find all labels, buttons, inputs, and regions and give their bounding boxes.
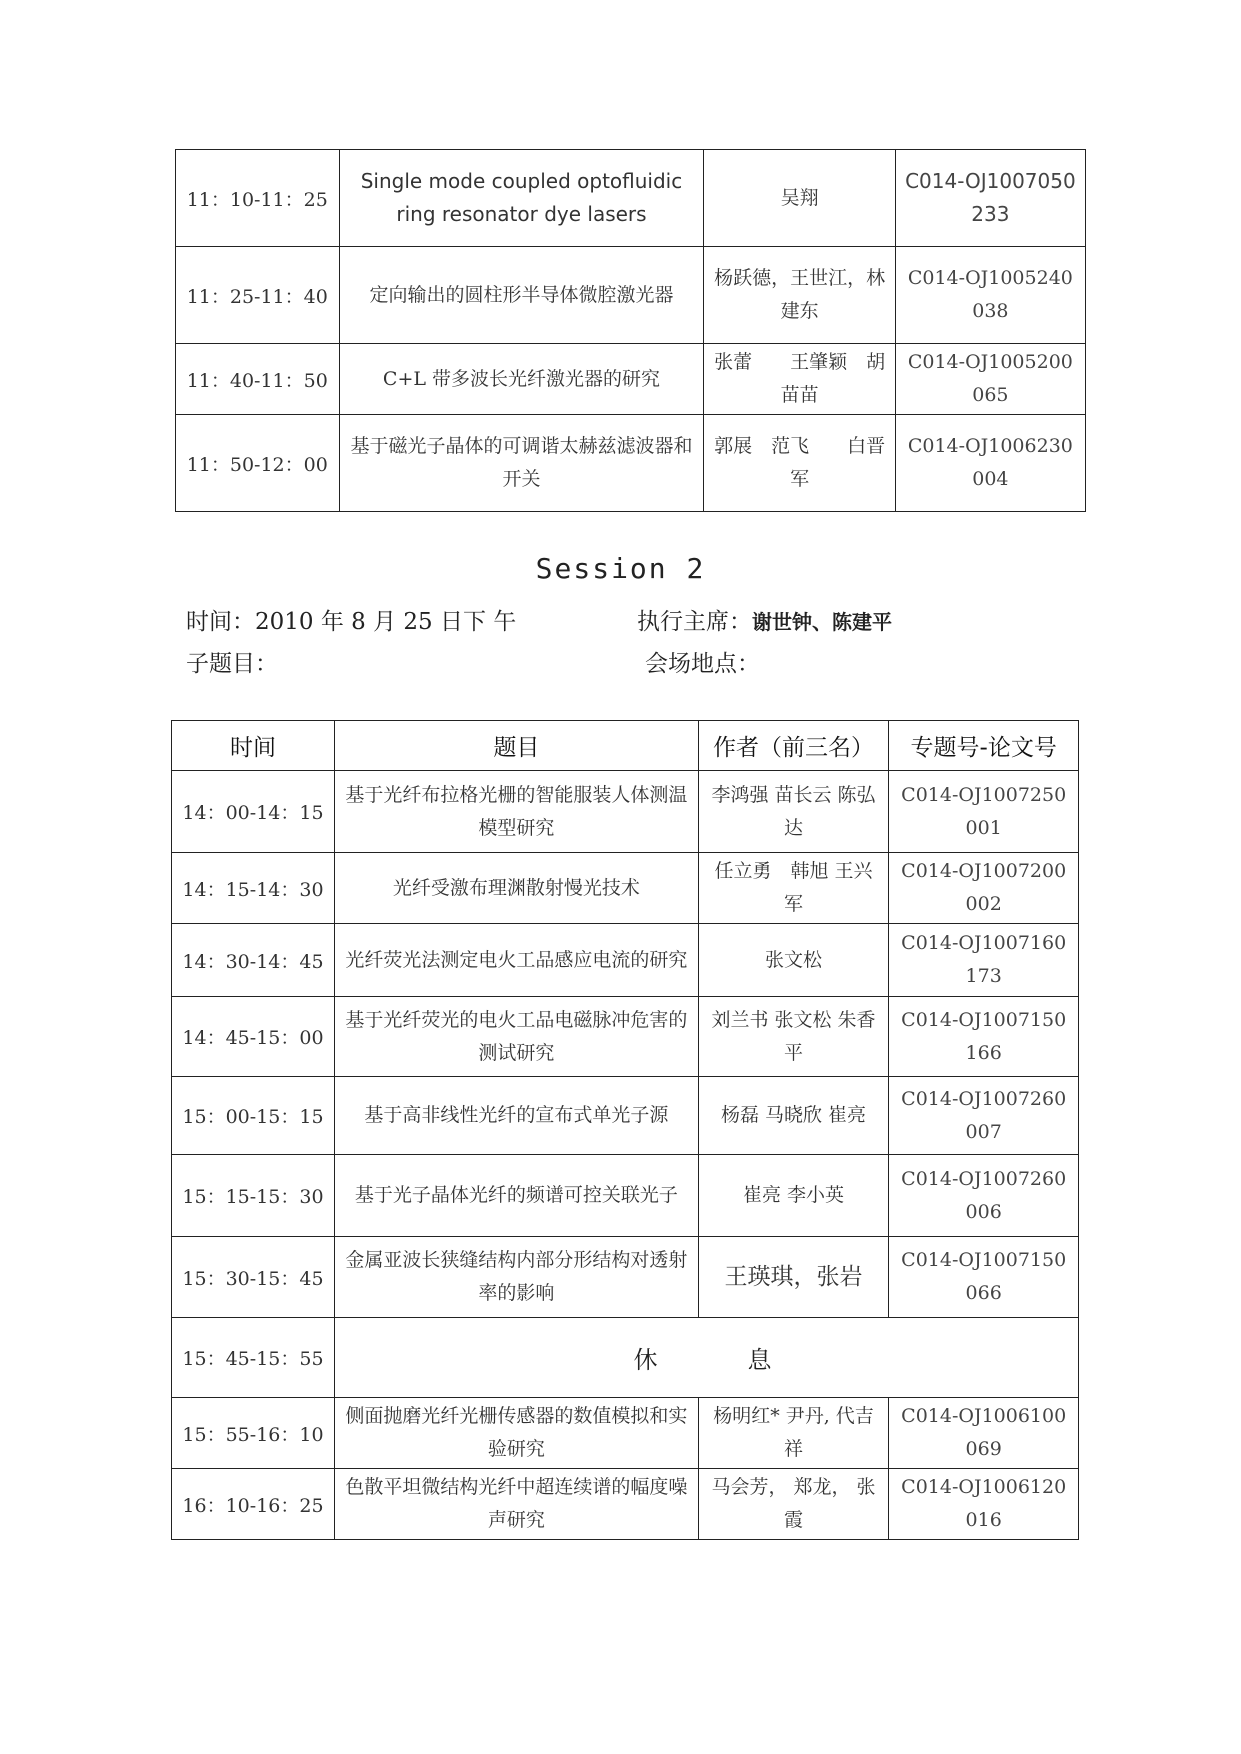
time-cell: 15：45-15：55 — [172, 1318, 335, 1398]
title-cell: C+L 带多波长光纤激光器的研究 — [339, 344, 704, 415]
code-cell: C014-OJ1007160173 — [889, 924, 1079, 997]
header-row — [172, 721, 1079, 771]
title-cell: 光纤荧光法测定电火工品感应电流的研究 — [334, 924, 698, 997]
code-cell: C014-OJ1007200002 — [889, 853, 1079, 924]
title-cell: 基于光纤布拉格光栅的智能服装人体测温模型研究 — [334, 771, 698, 853]
chair-label: 执行主席： — [637, 609, 752, 635]
table-row — [172, 1077, 1079, 1155]
schedule-table-2 — [171, 720, 1079, 1540]
time-cell: 15：30-15：45 — [172, 1237, 335, 1318]
session-time: 时间：2010 年 8 月 25 日下 午 — [186, 609, 517, 635]
time-cell: 11：25-11：40 — [176, 247, 340, 344]
title-cell: 色散平坦微结构光纤中超连续谱的幅度噪声研究 — [334, 1469, 698, 1540]
authors-cell: 李鸿强 苗长云 陈弘达 — [698, 771, 889, 853]
authors-cell: 郭展 范飞 白晋军 — [704, 415, 895, 512]
table-row — [176, 415, 1086, 512]
code-cell: C014-OJ1006120016 — [889, 1469, 1079, 1540]
table-row — [176, 344, 1086, 415]
code-cell: C014-OJ1007050233 — [895, 150, 1085, 247]
table-row — [176, 150, 1086, 247]
header-title: 题目 — [334, 721, 698, 771]
table-row — [172, 924, 1079, 997]
title-cell: 定向输出的圆柱形半导体微腔激光器 — [339, 247, 704, 344]
title-cell: 侧面抛磨光纤光栅传感器的数值模拟和实验研究 — [334, 1398, 698, 1469]
time-cell: 11：50-12：00 — [176, 415, 340, 512]
session-venue: 会场地点： — [645, 651, 760, 677]
session-subtopic: 子题目： — [186, 651, 278, 677]
authors-cell: 刘兰书 张文松 朱香平 — [698, 997, 889, 1077]
header-code: 专题号-论文号 — [889, 721, 1079, 771]
code-cell: C014-OJ1007150066 — [889, 1237, 1079, 1318]
table-row — [172, 1469, 1079, 1540]
table-row — [172, 997, 1079, 1077]
time-cell: 14：45-15：00 — [172, 997, 335, 1077]
authors-cell: 杨明红* 尹丹, 代吉祥 — [698, 1398, 889, 1469]
title-cell: 基于光子晶体光纤的频谱可控关联光子 — [334, 1155, 698, 1237]
title-cell: 基于光纤荧光的电火工品电磁脉冲危害的测试研究 — [334, 997, 698, 1077]
code-cell: C014-OJ1006100069 — [889, 1398, 1079, 1469]
code-cell: C014-OJ1005200065 — [895, 344, 1085, 415]
table-row — [176, 247, 1086, 344]
authors-cell: 张文松 — [698, 924, 889, 997]
title-cell: 基于高非线性光纤的宣布式单光子源 — [334, 1077, 698, 1155]
table-row — [172, 1398, 1079, 1469]
code-cell: C014-OJ1007250001 — [889, 771, 1079, 853]
session-chair — [637, 603, 892, 636]
break-cell: 休息 — [334, 1318, 1078, 1398]
header-time: 时间 — [172, 721, 335, 771]
session-title: Session 2 — [535, 552, 706, 585]
code-cell: C014-OJ1007260006 — [889, 1155, 1079, 1237]
title-cell: 基于磁光子晶体的可调谐太赫兹滤波器和开关 — [339, 415, 704, 512]
time-cell: 14：30-14：45 — [172, 924, 335, 997]
time-cell: 11：40-11：50 — [176, 344, 340, 415]
authors-cell: 马会芳， 郑龙， 张霞 — [698, 1469, 889, 1540]
time-cell: 15：55-16：10 — [172, 1398, 335, 1469]
schedule-table-1 — [175, 149, 1086, 512]
table-row — [172, 1237, 1079, 1318]
authors-cell: 张蕾 王肇颖 胡苗苗 — [704, 344, 895, 415]
table-row — [172, 853, 1079, 924]
code-cell: C014-OJ1005240038 — [895, 247, 1085, 344]
table-row — [172, 1155, 1079, 1237]
title-cell: 光纤受激布理渊散射慢光技术 — [334, 853, 698, 924]
time-cell: 11：10-11：25 — [176, 150, 340, 247]
time-cell: 15：15-15：30 — [172, 1155, 335, 1237]
code-cell: C014-OJ1007260007 — [889, 1077, 1079, 1155]
authors-cell: 任立勇 韩旭 王兴军 — [698, 853, 889, 924]
authors-cell: 吴翔 — [704, 150, 895, 247]
time-cell: 15：00-15：15 — [172, 1077, 335, 1155]
authors-cell: 杨跃德，王世江，林建东 — [704, 247, 895, 344]
code-cell: C014-OJ1006230004 — [895, 415, 1085, 512]
authors-cell: 王瑛琪，张岩 — [698, 1237, 889, 1318]
time-cell: 14：00-14：15 — [172, 771, 335, 853]
title-cell: 金属亚波长狭缝结构内部分形结构对透射率的影响 — [334, 1237, 698, 1318]
chair-names: 谢世钟、陈建平 — [752, 610, 892, 634]
authors-cell: 杨磊 马晓欣 崔亮 — [698, 1077, 889, 1155]
table-row — [172, 771, 1079, 853]
title-cell: Single mode coupled optofluidic ring resonator dye lasers — [339, 150, 704, 247]
authors-cell: 崔亮 李小英 — [698, 1155, 889, 1237]
header-authors: 作者（前三名） — [698, 721, 889, 771]
table-row-break — [172, 1318, 1079, 1398]
time-cell: 16：10-16：25 — [172, 1469, 335, 1540]
time-cell: 14：15-14：30 — [172, 853, 335, 924]
code-cell: C014-OJ1007150166 — [889, 997, 1079, 1077]
